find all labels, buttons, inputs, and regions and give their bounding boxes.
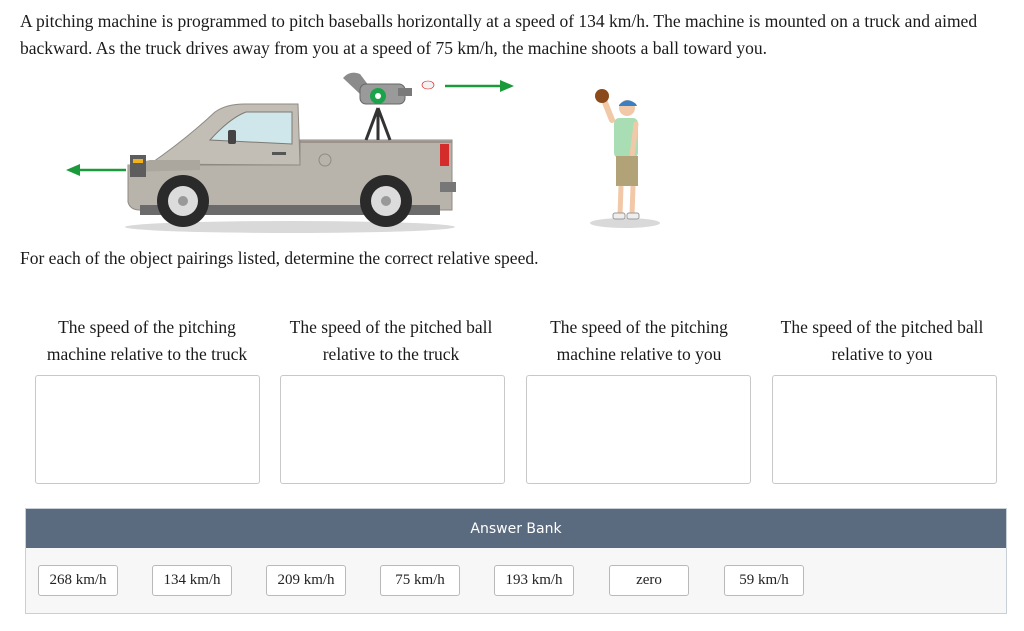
- drop-zone-ball-vs-you[interactable]: [772, 375, 997, 484]
- ball-direction-arrow: [445, 80, 514, 92]
- answer-chip[interactable]: 193 km/h: [494, 565, 574, 596]
- pitching-machine: [343, 73, 434, 140]
- column-label-machine-vs-you: The speed of the pitching machine relative to you: [550, 317, 728, 364]
- drop-zone-machine-vs-you[interactable]: [526, 375, 751, 484]
- drop-zone-machine-vs-truck[interactable]: [35, 375, 260, 484]
- answer-bank: [25, 508, 1007, 614]
- answer-chip[interactable]: 75 km/h: [380, 565, 460, 596]
- answer-chip[interactable]: 59 km/h: [724, 565, 804, 596]
- instruction-text: For each of the object pairings listed, determine the correct relative speed.: [20, 248, 539, 268]
- answer-chip[interactable]: 209 km/h: [266, 565, 346, 596]
- answer-chip[interactable]: 268 km/h: [38, 565, 118, 596]
- answer-chip[interactable]: zero: [609, 565, 689, 596]
- truck-and-catcher-illustration: [0, 60, 1024, 240]
- catcher-person: [595, 89, 639, 219]
- answer-chip[interactable]: 134 km/h: [152, 565, 232, 596]
- column-label-ball-vs-truck: The speed of the pitched ball relative to the truck: [289, 317, 493, 364]
- answer-bank-title: Answer Bank: [26, 509, 1006, 548]
- truck-direction-arrow: [66, 164, 126, 176]
- drop-zone-ball-vs-truck[interactable]: [280, 375, 505, 484]
- problem-statement: A pitching machine is programmed to pitch baseballs horizontally at a speed of 134 km/h. The machine is mounted on a truck and aimed backward. As the truck drives away from you at a speed of 75 km/h, the machine shoots a ball toward you.: [20, 11, 978, 58]
- pickup-truck: [128, 104, 456, 227]
- column-label-ball-vs-you: The speed of the pitched ball relative to you: [780, 317, 984, 364]
- column-label-machine-vs-truck: The speed of the pitching machine relative to the truck: [46, 317, 248, 364]
